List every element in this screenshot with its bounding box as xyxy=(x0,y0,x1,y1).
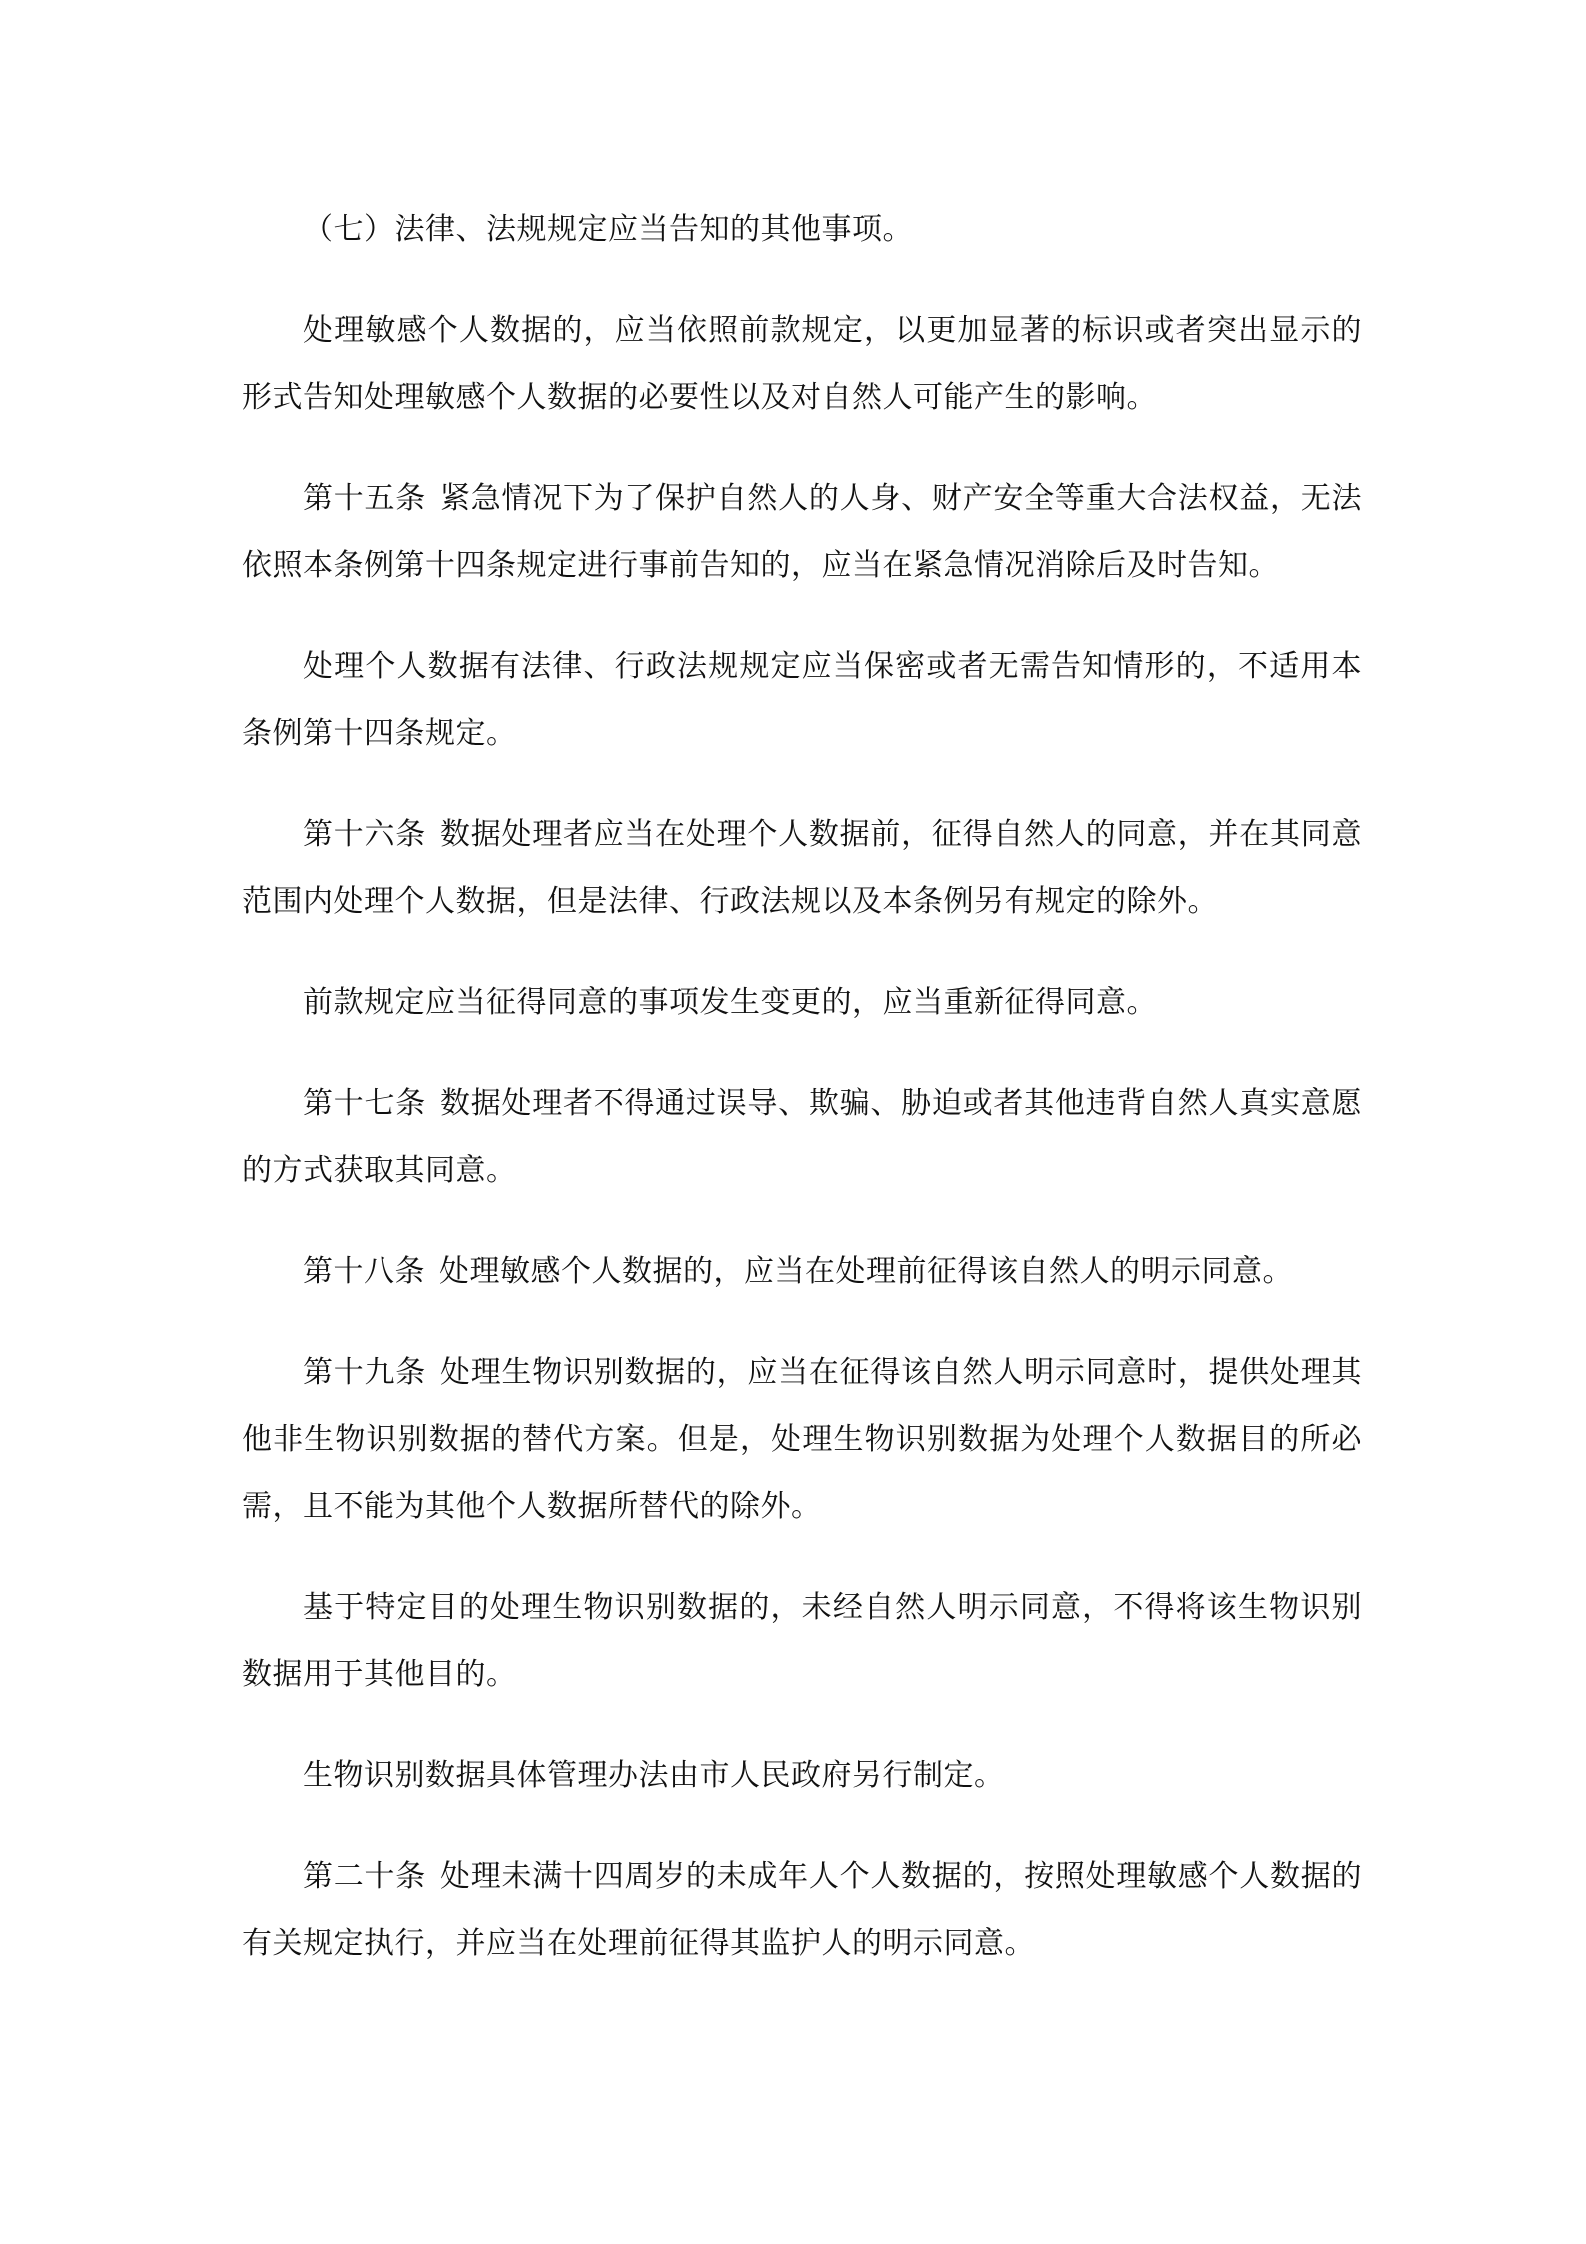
article-15 xyxy=(242,465,1362,599)
article-number: 第十九条 xyxy=(303,1355,426,1390)
paragraph-item-7 xyxy=(242,196,1362,263)
paragraph-text: 数据处理者应当在处理个人数据前，征得自然人的同意，并在其同意范围内处理个人数据，但是法律、行政法规以及本条例另有规定的除外。 xyxy=(242,817,1363,919)
article-17 xyxy=(242,1070,1362,1204)
paragraph-text: 数据处理者不得通过误导、欺骗、胁迫或者其他违背自然人真实意愿的方式获取其同意。 xyxy=(242,1086,1363,1188)
article-20 xyxy=(242,1843,1362,1977)
article-19 xyxy=(242,1339,1362,1540)
paragraph-text: 处理个人数据有法律、行政法规规定应当保密或者无需告知情形的，不适用本条例第十四条规定。 xyxy=(242,649,1362,751)
article-number: 第十五条 xyxy=(303,481,426,516)
paragraph-text: 处理敏感个人数据的，应当在处理前征得该自然人的明示同意。 xyxy=(439,1254,1293,1289)
paragraph-text: 生物识别数据具体管理办法由市人民政府另行制定。 xyxy=(303,1758,1005,1793)
article-16 xyxy=(242,801,1362,935)
paragraph-text: 处理生物识别数据的，应当在征得该自然人明示同意时，提供处理其他非生物识别数据的替代方案。但是，处理生物识别数据为处理个人数据目的所必需，且不能为其他个人数据所替代的除外。 xyxy=(242,1355,1363,1524)
paragraph-biometric-rules xyxy=(242,1742,1362,1809)
article-18 xyxy=(242,1238,1362,1305)
document-page xyxy=(242,196,1362,2011)
paragraph-text: 紧急情况下为了保护自然人的人身、财产安全等重大合法权益，无法依照本条例第十四条规定进行事前告知的，应当在紧急情况消除后及时告知。 xyxy=(242,481,1363,583)
paragraph-consent-change xyxy=(242,969,1362,1036)
paragraph-biometric-purpose xyxy=(242,1574,1362,1708)
paragraph-text: 前款规定应当征得同意的事项发生变更的，应当重新征得同意。 xyxy=(303,985,1157,1020)
paragraph-text: 处理未满十四周岁的未成年人个人数据的，按照处理敏感个人数据的有关规定执行，并应当在处理前征得其监护人的明示同意。 xyxy=(242,1859,1363,1961)
paragraph-text: 基于特定目的处理生物识别数据的，未经自然人明示同意，不得将该生物识别数据用于其他目的。 xyxy=(242,1590,1362,1692)
paragraph-text: （七）法律、法规规定应当告知的其他事项。 xyxy=(303,212,913,247)
paragraph-sensitive-data-notice xyxy=(242,297,1362,431)
paragraph-text: 处理敏感个人数据的，应当依照前款规定，以更加显著的标识或者突出显示的形式告知处理敏感个人数据的必要性以及对自然人可能产生的影响。 xyxy=(242,313,1362,415)
article-number: 第十六条 xyxy=(303,817,426,852)
article-number: 第十八条 xyxy=(303,1254,425,1289)
article-number: 第十七条 xyxy=(303,1086,426,1121)
paragraph-confidential-exception xyxy=(242,633,1362,767)
article-number: 第二十条 xyxy=(303,1859,426,1894)
